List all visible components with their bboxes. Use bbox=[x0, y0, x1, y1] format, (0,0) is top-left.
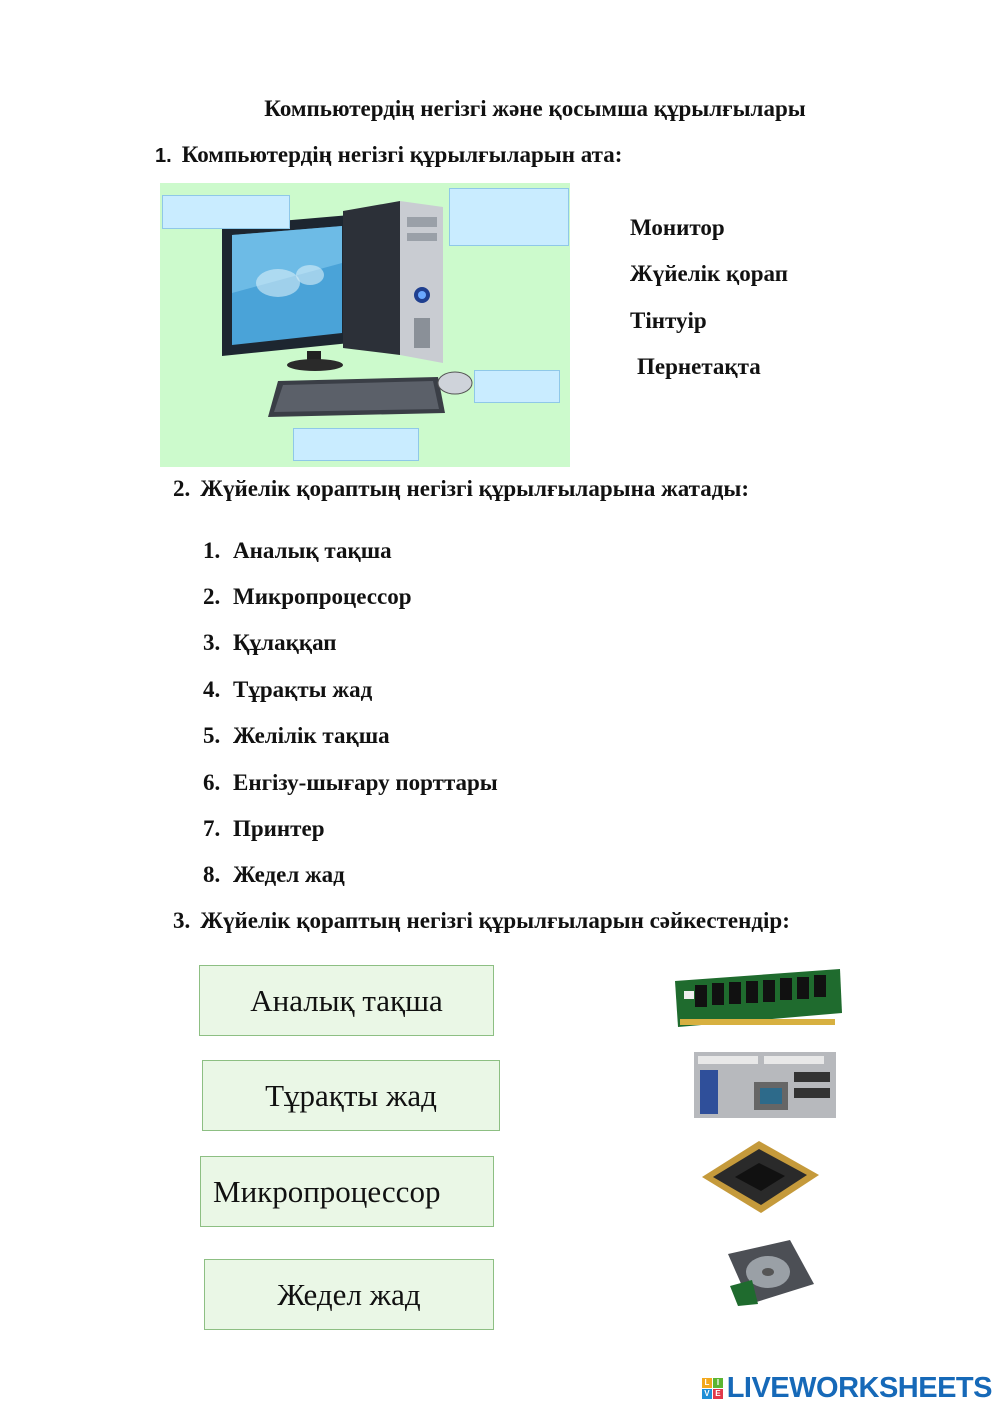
list-item-label: Жедел жад bbox=[233, 862, 345, 887]
list-item-label: Желілік тақша bbox=[233, 723, 390, 748]
hard-drive-image[interactable] bbox=[722, 1236, 816, 1308]
hard-drive-icon bbox=[722, 1236, 816, 1308]
question-3 bbox=[173, 908, 790, 934]
match-box-microprocessor[interactable]: Микропроцессор bbox=[200, 1156, 494, 1227]
list-item[interactable] bbox=[203, 770, 498, 796]
list-item-number: 8. bbox=[203, 862, 221, 887]
motherboard-icon bbox=[694, 1052, 836, 1118]
list-item[interactable] bbox=[203, 584, 412, 610]
answer-box-2[interactable] bbox=[449, 188, 569, 246]
match-box-ram[interactable]: Жедел жад bbox=[204, 1259, 494, 1330]
word-option-4: Пернетақта bbox=[637, 354, 761, 379]
answer-box-3[interactable] bbox=[474, 370, 560, 403]
word-option-3: Тінтуір bbox=[630, 308, 707, 333]
question-2 bbox=[173, 476, 749, 502]
list-item-number: 7. bbox=[203, 816, 221, 841]
match-box-motherboard[interactable]: Аналық тақша bbox=[199, 965, 494, 1036]
question-1 bbox=[155, 142, 622, 168]
question-3-text: Жүйелік қораптың негізгі құрылғыларын сәйкестендір: bbox=[200, 908, 790, 933]
list-item-label: Принтер bbox=[233, 816, 325, 841]
list-item-number: 3. bbox=[203, 630, 221, 655]
question-1-text: Компьютердің негізгі құрылғыларын ата: bbox=[181, 142, 623, 167]
list-item-number: 2. bbox=[203, 584, 221, 609]
question-1-number: 1. bbox=[155, 145, 172, 167]
page-title: Компьютердің негізгі және қосымша құрылғылары bbox=[264, 96, 806, 121]
answer-box-4[interactable] bbox=[293, 428, 419, 461]
word-option-2: Жүйелік қорап bbox=[630, 261, 788, 286]
question-2-number: 2. bbox=[173, 476, 191, 501]
cpu-chip-icon bbox=[697, 1135, 823, 1217]
match-box-hard-drive[interactable]: Тұрақты жад bbox=[202, 1060, 500, 1131]
list-item[interactable] bbox=[203, 816, 324, 842]
word-option-1: Монитор bbox=[630, 215, 725, 240]
ram-image[interactable] bbox=[670, 963, 850, 1035]
list-item-number: 4. bbox=[203, 677, 221, 702]
motherboard-image[interactable] bbox=[694, 1052, 836, 1118]
list-item-number: 1. bbox=[203, 538, 221, 563]
list-item-label: Құлаққап bbox=[233, 630, 337, 655]
processor-image[interactable] bbox=[697, 1135, 823, 1217]
list-item-label: Енгізу-шығару порттары bbox=[233, 770, 498, 795]
liveworksheets-logo bbox=[702, 1372, 992, 1405]
list-item-label: Тұрақты жад bbox=[233, 677, 373, 702]
list-item[interactable] bbox=[203, 630, 337, 656]
list-item[interactable] bbox=[203, 723, 390, 749]
list-item[interactable] bbox=[203, 677, 372, 703]
list-item[interactable] bbox=[203, 538, 392, 564]
list-item-label: Аналық тақша bbox=[233, 538, 392, 563]
question-2-text: Жүйелік қораптың негізгі құрылғыларына жатады: bbox=[200, 476, 749, 501]
question-3-number: 3. bbox=[173, 908, 191, 933]
ram-module-icon bbox=[670, 963, 850, 1035]
list-item-label: Микропроцессор bbox=[233, 584, 412, 609]
logo-text: LIVEWORKSHEETS bbox=[726, 1372, 992, 1404]
logo-mark-icon: L I V E bbox=[702, 1378, 723, 1399]
list-item[interactable] bbox=[203, 862, 345, 888]
list-item-number: 5. bbox=[203, 723, 221, 748]
answer-box-1[interactable] bbox=[162, 195, 290, 229]
list-item-number: 6. bbox=[203, 770, 221, 795]
